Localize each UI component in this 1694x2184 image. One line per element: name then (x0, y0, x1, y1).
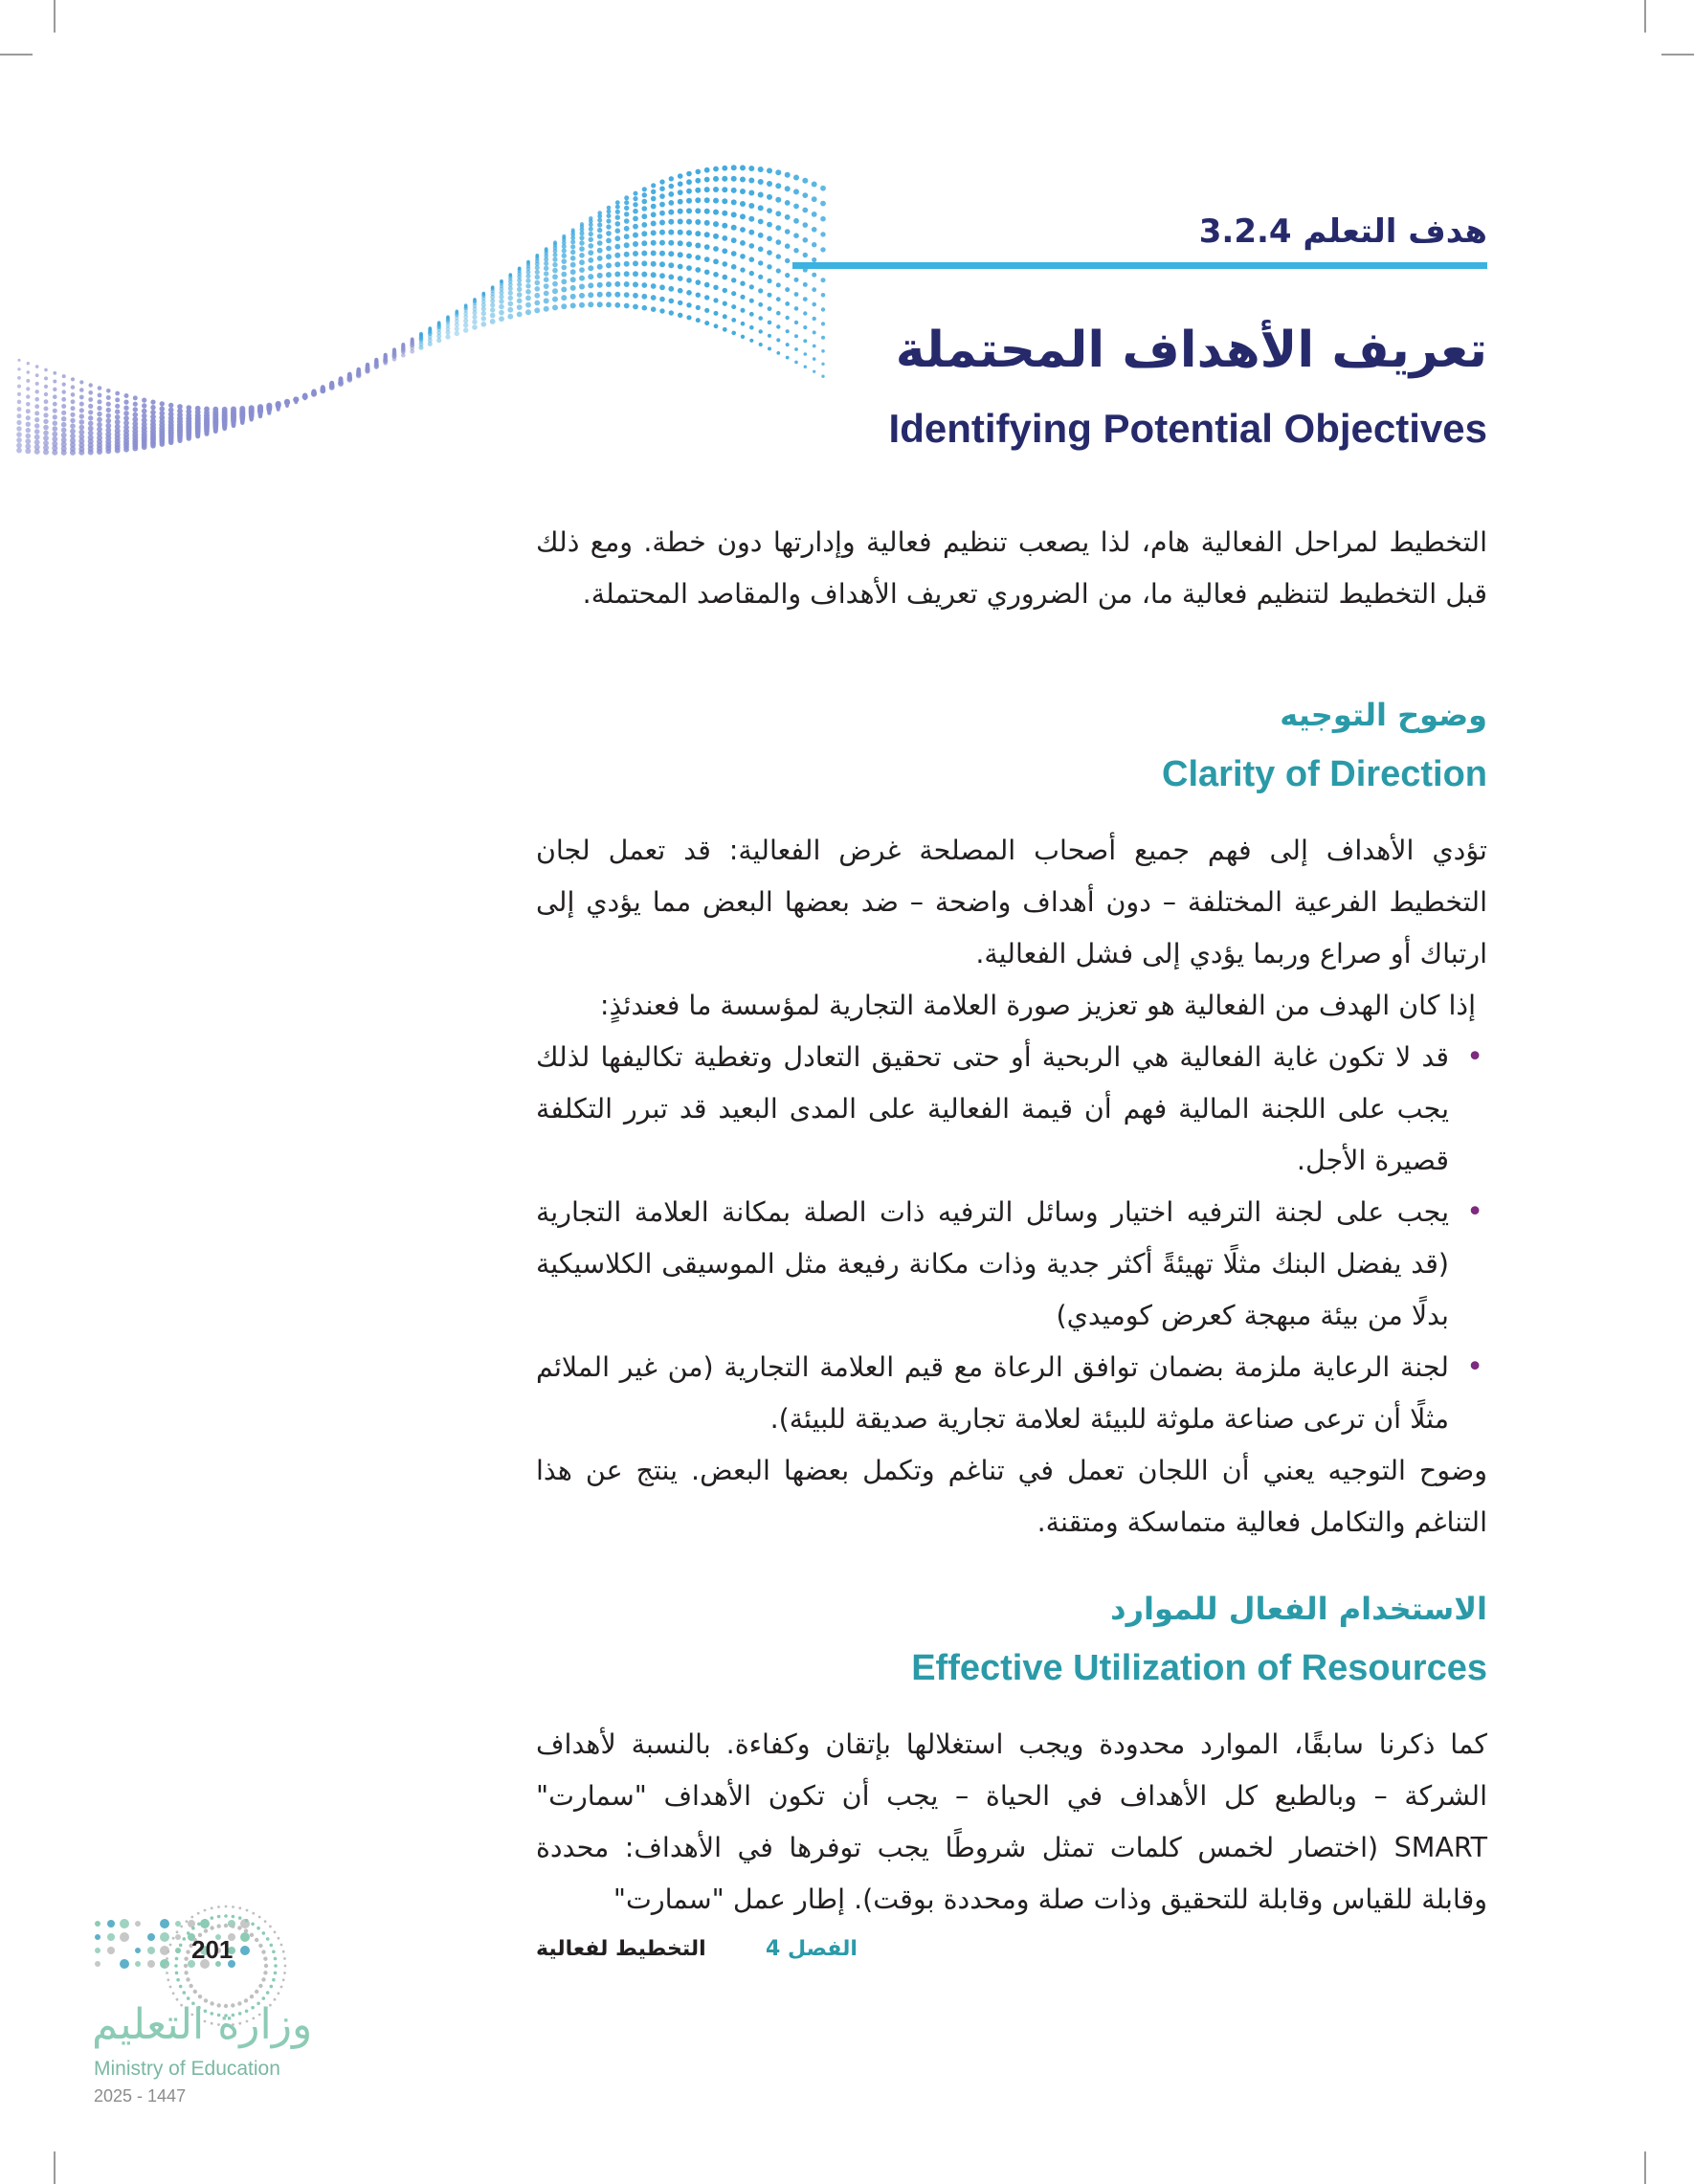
crop-mark-top-right-h (1661, 54, 1694, 56)
clarity-body (536, 825, 1487, 1549)
clarity-lead: إذا كان الهدف من الفعالية هو تعزيز صورة العلامة التجارية لمؤسسة ما فعندئذٍ: (599, 990, 1476, 1021)
page-number: 201 (191, 1935, 234, 1964)
list-item: • قد لا تكون غاية الفعالية هي الربحية أو حتى تحقيق التعادل وتغطية تكاليفها لذلك يجب على اللجنة المالية فهم أن قيمة الفعالية على المدى البعيد قد تبرر التكلفة قصيرة الأجل. (536, 1032, 1487, 1187)
page-title-arabic: تعريف الأهداف المحتملة (895, 322, 1487, 379)
resources-body (536, 1719, 1487, 1926)
decorative-wave-graphic (0, 134, 842, 536)
page-title-english: Identifying Potential Objectives (888, 406, 1487, 451)
resources-paragraph: كما ذكرنا سابقًا، الموارد محدودة ويجب استغلالها بإتقان وكفاءة. بالنسبة لأهداف الشركة – وبالطبع كل الأهداف في الحياة – يجب أن تكون الأهداف "سمارت" SMART (اختصار لخمس كلمات تمثل شروطًا يجب توفرها في الأهداف: محددة وقابلة للقياس وقابلة للتحقيق وذات صلة ومحددة بوقت). إطار عمل "سمارت" (536, 1728, 1487, 1915)
crop-mark-top-left-h (0, 54, 33, 56)
clarity-conclusion: وضوح التوجيه يعني أن اللجان تعمل في تناغم وتكمل بعضها البعض. ينتج عن هذا التناغم والتكامل فعالية متماسكة ومتقنة. (536, 1455, 1487, 1538)
header-rule (792, 262, 1487, 269)
crop-mark-bottom-right (1644, 2151, 1646, 2184)
intro-paragraph: التخطيط لمراحل الفعالية هام، لذا يصعب تنظيم فعالية وإدارتها دون خطة. ومع ذلك قبل التخطيط لتنظيم فعالية ما، من الضروري تعريف الأهداف والمقاصد المحتملة. (536, 526, 1487, 610)
ministry-year: 2025 - 1447 (94, 2086, 187, 2106)
section-heading-resources-en: Effective Utilization of Resources (911, 1648, 1487, 1688)
section-heading-clarity-en: Clarity of Direction (1162, 754, 1487, 794)
chapter-title: التخطيط لفعالية (536, 1937, 706, 1961)
crop-mark-top-right (1644, 0, 1646, 33)
list-item: • يجب على لجنة الترفيه اختيار وسائل الترفيه ذات الصلة بمكانة العلامة التجارية (قد يفضل البنك مثلًا تهيئةً أكثر جدية وذات مكانة رفيعة مثل الموسيقى الكلاسيكية بدلًا من بيئة مبهجة كعرض كوميدي) (536, 1187, 1487, 1342)
wave-dots (16, 165, 826, 456)
list-item: • لجنة الرعاية ملزمة بضمان توافق الرعاة مع قيم العلامة التجارية (من غير الملائم مثلًا أن ترعى صناعة ملوثة للبيئة لعلامة تجارية صديقة للبيئة). (536, 1342, 1487, 1445)
section-heading-resources-ar: الاستخدام الفعال للموارد (1110, 1591, 1487, 1627)
learning-goal-label: هدف التعلم 3.2.4 (1198, 212, 1487, 251)
clarity-bullet-list (536, 1032, 1487, 1445)
ministry-name-arabic: وزارة التعليم (92, 2000, 313, 2049)
section-heading-clarity-ar: وضوح التوجيه (1280, 697, 1487, 733)
ministry-name-english: Ministry of Education (94, 2058, 280, 2080)
crop-mark-bottom-left (54, 2151, 56, 2184)
crop-mark-top-left (54, 0, 56, 33)
intro-block (536, 517, 1487, 620)
clarity-paragraph: تؤدي الأهداف إلى فهم جميع أصحاب المصلحة غرض الفعالية: قد تعمل لجان التخطيط الفرعية المختلفة – دون أهداف واضحة – ضد بعضها البعض مما يؤدي إلى ارتباك أو صراع وربما يؤدي إلى فشل الفعالية. (536, 835, 1487, 969)
chapter-label: الفصل 4 (766, 1937, 858, 1961)
